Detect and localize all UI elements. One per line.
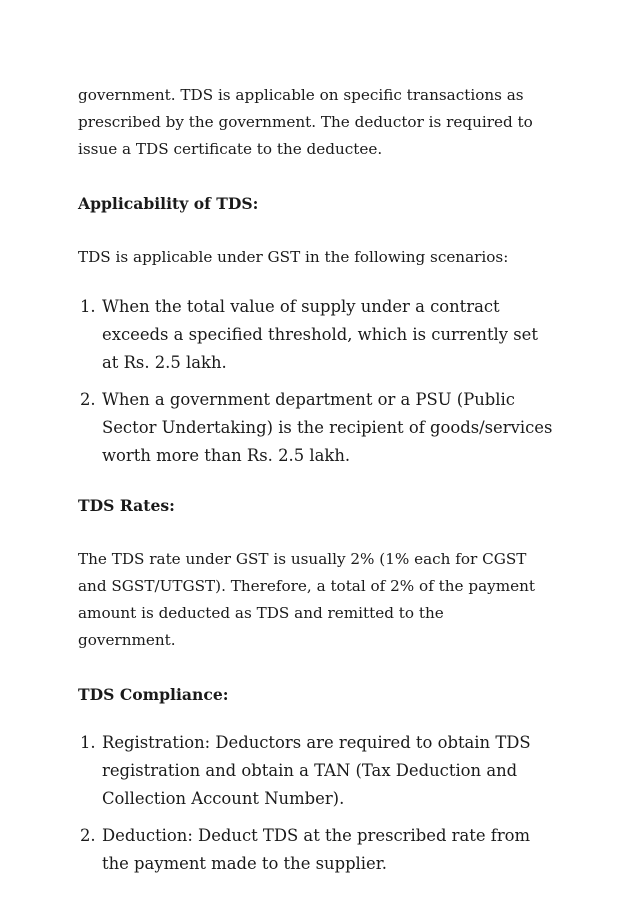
applicability-heading: Applicability of TDS: (78, 194, 259, 213)
rates-paragraph: The TDS rate under GST is usually 2% (1% each for CGST and SGST/UTGST). Therefore, a total of 2% of the payment amount is deducted as TDS and remitted to the government. (78, 550, 535, 649)
applicability-list (78, 293, 568, 470)
list-item-text: Registration: Deductors are required to obtain TDS registration and obtain a TAN (Tax Deduction and Collection Account Number). (102, 733, 531, 808)
list-item (78, 293, 554, 377)
rates-heading: TDS Rates: (78, 496, 175, 515)
list-item-text: When a government department or a PSU (Public Sector Undertaking) is the recipient of goods/services worth more than Rs. 2.5 lakh. (102, 390, 553, 465)
compliance-list (78, 729, 568, 878)
list-item-number: 1. (80, 733, 96, 752)
list-item-number: 2. (80, 826, 96, 845)
compliance-heading: TDS Compliance: (78, 685, 229, 704)
list-item-number: 1. (80, 297, 96, 316)
intro-paragraph: government. TDS is applicable on specific transactions as prescribed by the government. The deductor is required to issue a TDS certificate to the deductee. (78, 86, 533, 158)
list-item-text: Deduction: Deduct TDS at the prescribed rate from the payment made to the supplier. (102, 826, 531, 873)
document-page (78, 82, 568, 878)
list-item (78, 386, 562, 470)
list-item-number: 2. (80, 390, 96, 409)
applicability-lead: TDS is applicable under GST in the following scenarios: (78, 248, 509, 266)
list-item-text: When the total value of supply under a contract exceeds a specified threshold, which is currently set at Rs. 2.5 lakh. (102, 297, 538, 372)
list-item (78, 729, 564, 813)
list-item (78, 822, 542, 878)
